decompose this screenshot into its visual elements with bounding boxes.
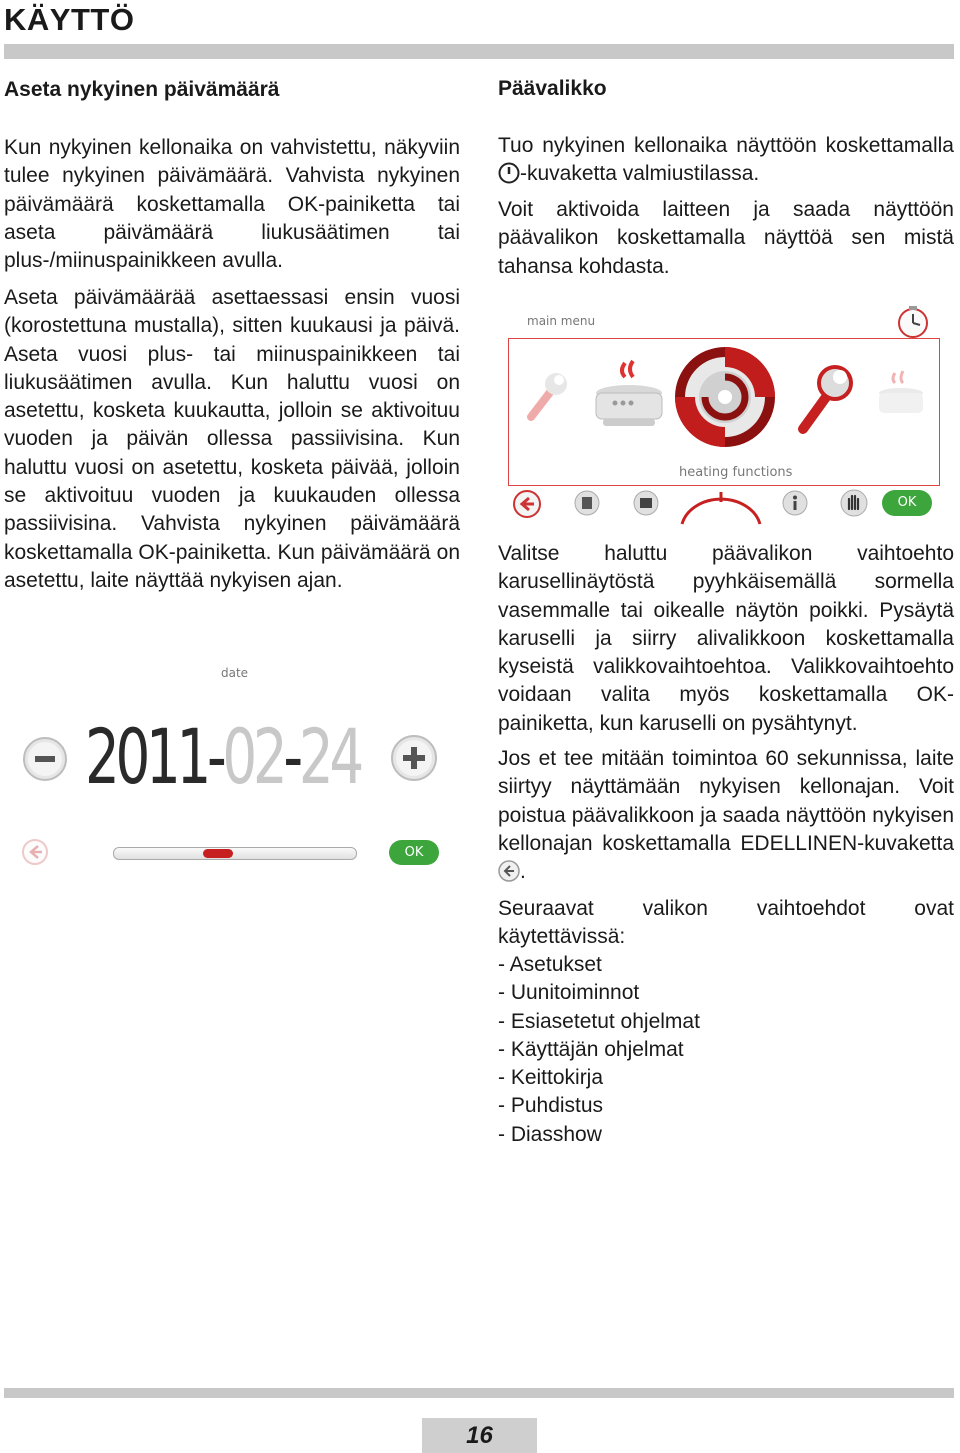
date-value: [85, 712, 360, 802]
left-paragraph-2: Aseta päivämäärää asettaessasi ensin vuosi (korostettuna mustalla), sitten kuukausi ja päivä. Aseta vuosi plus- tai miinuspainikkeen tai liukusäätimen avulla. Kun haluttu vuosi on asetettu, kosketa kuukautta, jolloin se aktivoituu vuoden ja päivän ollessa passiivisina. Kun haluttu vuosi on asetettu, kosketa päivää, jolloin se aktivoituu vuoden ja kuukauden ollessa passiivisina. Vahvista nykyinen päivämäärä koskettamalla OK-painiketta. Kun päivämäärä on asetettu, laite näyttää nykyisen ajan.: [4, 286, 460, 592]
right-paragraph-5: Seuraavat valikon vaihtoehdot ovat käytettävissä:: [498, 897, 954, 949]
date-separator: -: [206, 712, 223, 801]
info-icon[interactable]: [782, 490, 808, 516]
slider-handle[interactable]: [203, 849, 233, 858]
menu-screen: [498, 300, 954, 530]
clock-icon[interactable]: [896, 305, 930, 339]
left-heading: Aseta nykyinen päivämäärä: [4, 78, 280, 101]
list-item: - Keittokirja: [498, 1066, 604, 1090]
back-icon: [21, 838, 49, 866]
list-item: - Puhdistus: [498, 1094, 604, 1118]
bottom-rule: [4, 1388, 954, 1398]
recipe-book-icon[interactable]: [574, 490, 600, 516]
cleaning-hand-icon[interactable]: [840, 489, 868, 517]
menu-options-list: [498, 951, 954, 1149]
date-slider[interactable]: [113, 847, 357, 860]
date-label: date: [221, 666, 249, 680]
ok-button-label: OK: [404, 845, 424, 860]
heating-functions-icon[interactable]: [673, 345, 777, 449]
day-field[interactable]: 24: [298, 712, 360, 801]
left-paragraph-1: Kun nykyinen kellonaika on vahvistettu, näkyviin tulee nykyinen päivämäärä. Vahvista nykyinen päivämäärä koskettamalla OK-painiketta tai aseta päivämäärä liukusäätimen tai plus-/miinuspainikkeen avulla.: [4, 136, 460, 273]
cookbook-icon[interactable]: [633, 490, 659, 516]
minus-button[interactable]: [23, 737, 67, 781]
carousel-frame[interactable]: [508, 338, 940, 486]
right-paragraph-4: Jos et tee mitään toimintoa 60 sekunnissa, laite siirtyy näyttämään nykyisen kellonajan. Voit poistua päävalikkoon ja saada näyttöön nykyisen kellonajan koskettamalla EDELLINEN-kuvaketta .: [498, 747, 954, 884]
menu-ok-label: OK: [897, 495, 917, 510]
month-field[interactable]: 02: [222, 712, 284, 801]
menu-ok-button[interactable]: [882, 490, 932, 516]
heating-arc-icon: [678, 492, 764, 526]
oven-pot-icon[interactable]: [589, 357, 669, 437]
right-heading: Päävalikko: [498, 77, 607, 100]
plus-icon: [391, 735, 437, 781]
list-item: - Esiasetetut ohjelmat: [498, 1009, 700, 1033]
menu-label: main menu: [527, 314, 596, 328]
page-title: KÄYTTÖ: [4, 2, 135, 37]
list-item: - Diasshow: [498, 1122, 602, 1146]
wrench-red-icon[interactable]: [791, 361, 857, 437]
right-paragraph-1: Tuo nykyinen kellonaika näyttöön koskettamalla -kuvaketta valmiustilassa.: [498, 134, 954, 186]
minus-icon: [23, 737, 67, 781]
page-number: 16: [422, 1418, 537, 1453]
pot-icon[interactable]: [873, 369, 929, 421]
list-item: - Käyttäjän ohjelmat: [498, 1037, 684, 1061]
right-paragraph-2: Voit aktivoida laitteen ja saada näyttöön päävalikon koskettamalla näyttöä sen mistä tahansa kohdasta.: [498, 198, 954, 278]
list-item: - Uunitoiminnot: [498, 981, 640, 1005]
back-icon: [498, 860, 520, 882]
ok-button[interactable]: [389, 840, 439, 865]
back-icon[interactable]: [512, 489, 542, 519]
date-separator: -: [283, 712, 299, 801]
selected-option-label: heating functions: [679, 465, 793, 480]
date-screen: [15, 660, 455, 870]
standby-clock-icon: [498, 162, 520, 184]
top-rule: [4, 44, 954, 59]
plus-button[interactable]: [391, 735, 437, 781]
wrench-icon[interactable]: [523, 367, 573, 423]
right-paragraph-3: Valitse haluttu päävalikon vaihtoehto karusellinäytöstä pyyhkäisemällä sormella vasemmalle tai oikealle näytön poikki. Pysäytä karuselli ja siirry alivalikkoon koskettamalla kyseistä valikkovaihtoehtoa. Valikkovaihtoehto voidaan valita myös koskettamalla OK-painiketta, kun karuselli on pysähtynyt.: [498, 542, 954, 735]
list-item: - Asetukset: [498, 953, 602, 976]
back-button[interactable]: [21, 838, 49, 866]
year-field[interactable]: 2011: [85, 712, 207, 801]
